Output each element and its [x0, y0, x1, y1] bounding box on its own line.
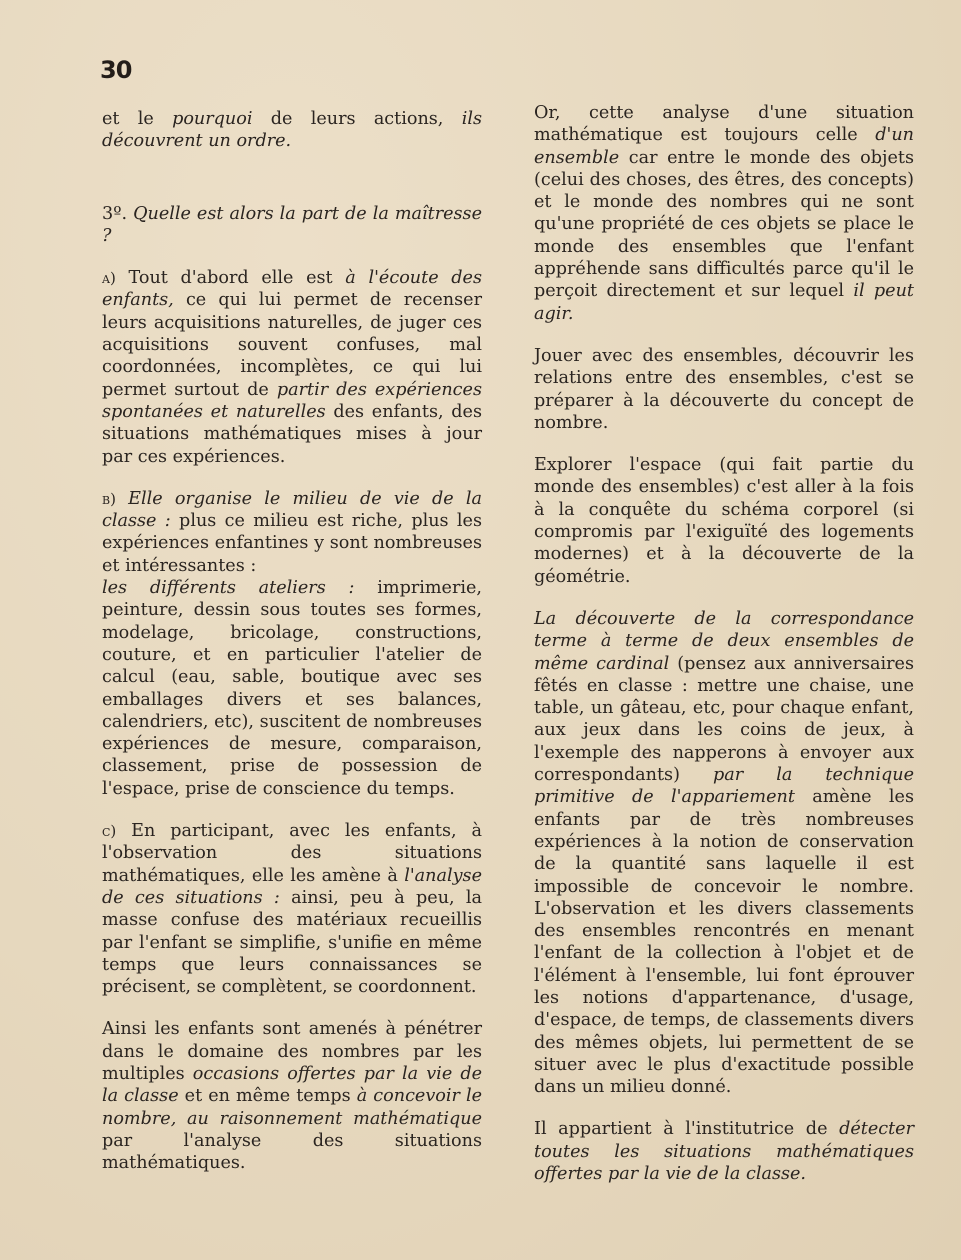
text-run: [116, 489, 128, 509]
text-run: Il appartient à l'institutrice de: [534, 1119, 840, 1140]
text-run: ce qui lui permet de recenser leurs acquisitions naturelles, de juger ces acquisitions souvent confuses, mal coordonnées, incomplètes, ce qui lui permet surtout de: [102, 290, 482, 400]
text-run: plus ce milieu est riche, plus les expériences enfantines y sont nombreuses et intéressantes :: [102, 511, 482, 576]
paragraph: [102, 108, 482, 153]
italic-text: les différents ateliers :: [102, 578, 355, 599]
italic-text: Quelle est alors la part de la maîtresse ?: [102, 203, 482, 246]
paragraph: [102, 267, 482, 468]
text-run: (pensez aux anniversaires fêtés en classe : mettre une chaise, une table, un gâteau, etc, pour chaque enfant, aux jeux dans les coins de jeux, à l'exemple des napperons à envoyer aux correspondants): [534, 653, 914, 786]
text-run: Or, cette analyse d'une situation mathématique est toujours celle: [534, 103, 914, 146]
text-run: Jouer avec des ensembles, découvrir les relations entre des ensembles, c'est se préparer à la découverte du concept de nombre.: [534, 345, 914, 433]
italic-text: partir des expériences spontanées et naturelles: [102, 379, 482, 422]
paragraph: [534, 608, 914, 1099]
italic-text: l'analyse de ces situations :: [102, 865, 482, 908]
text-run: imprimerie, peinture, dessin sous toutes ses formes, modelage, bricolage, constructions, couture, et en particulier l'atelier de calcul (eau, sable, boutique avec ses emballages divers et ses balances, calendriers, etc), suscitent de nombreuses expériences de mesure, comparaison, classement, prise de possession de l'espace, prise de conscience du temps.: [102, 578, 483, 799]
italic-text: La découverte de la correspondance terme à terme de deux ensembles de même cardinal: [534, 608, 914, 674]
text-run: et le: [102, 109, 173, 129]
paragraph: [534, 345, 914, 434]
italic-text: à concevoir le nombre, au raisonnement mathématique: [102, 1086, 482, 1129]
italic-text: à l'écoute des enfants,: [102, 268, 482, 311]
text-run: c): [102, 822, 117, 841]
text-run: ainsi, peu à peu, la masse confuse des matériaux recueillis par l'enfant se simplifie, s'unifie en même temps que leurs connaissances se précisent, se complètent, se coordonnent.: [102, 887, 482, 998]
text-run: et en même temps: [178, 1086, 357, 1107]
text-run: 3º.: [102, 203, 134, 224]
text-run: b): [102, 489, 116, 508]
text-run: car entre le monde des objets (celui des choses, des êtres, des concepts) et le monde des nombres qui ne sont qu'une propriété de ces objets se place le monde des ensembles que l'enfant appréhende sans difficultés parce qu'il le perçoit directement et sur lequel: [534, 147, 914, 302]
left-column: [102, 108, 482, 1194]
italic-text: ils découvrent un ordre.: [102, 109, 482, 152]
text-run: Tout d'abord elle est: [115, 268, 346, 289]
italic-text: pourquoi: [172, 109, 253, 129]
italic-text: occasions offertes par la vie de la classe: [102, 1063, 483, 1107]
text-run: En participant, avec les enfants, à l'observation des situations mathématiques, elle les amène à: [102, 821, 482, 886]
paragraph: [534, 454, 914, 588]
text-run: Explorer l'espace (qui fait partie du monde des ensembles) c'est aller à la fois à la conquête du schéma corporel (si compromis par l'exiguïté des logements modernes) et à la découverte de la géométrie.: [534, 455, 914, 587]
italic-text: détecter toutes les situations mathématiques offertes par la vie de la classe.: [534, 1119, 914, 1185]
text-run: par l'analyse des situations mathématiques.: [102, 1130, 482, 1174]
italic-text: il peut agir.: [534, 281, 914, 324]
paragraph: [534, 102, 914, 325]
paragraph: [102, 173, 482, 195]
paragraph: [534, 1118, 914, 1185]
text-run: des enfants, des situations mathématiques mises à jour par ces expériences.: [102, 401, 482, 467]
paragraph: [102, 488, 482, 577]
italic-text: par la technique primitive de l'appariement: [534, 765, 914, 808]
italic-text: d'un ensemble: [534, 125, 914, 168]
paragraph: [102, 1018, 482, 1174]
text-run: de leurs actions,: [252, 109, 462, 129]
right-column: [534, 102, 914, 1205]
paragraph: [102, 820, 482, 998]
text-run: a): [102, 269, 116, 288]
paragraph: [102, 203, 482, 248]
text-run: Ainsi les enfants sont amenés à pénétrer dans le domaine des nombres par les multiples: [102, 1019, 482, 1084]
page-number: 30: [100, 56, 132, 84]
paragraph: [102, 577, 482, 800]
text-run: amène les enfants par de très nombreuses expériences à la notion de conservation de la quantité sans laquelle il est impossible de concevoir le nombre. L'observation et les divers classements des ensembles rencontrés en menant l'enfant de la collection à l'objet et de l'élément à l'ensemble, lui font éprouver les notions d'appartenance, d'usage, d'espace, de temps, de classements divers des mêmes objets, lui permettent de se situer avec le plus d'exactitude possible dans un milieu donné.: [534, 787, 914, 1098]
italic-text: Elle organise le milieu de vie de la classe :: [102, 488, 482, 532]
